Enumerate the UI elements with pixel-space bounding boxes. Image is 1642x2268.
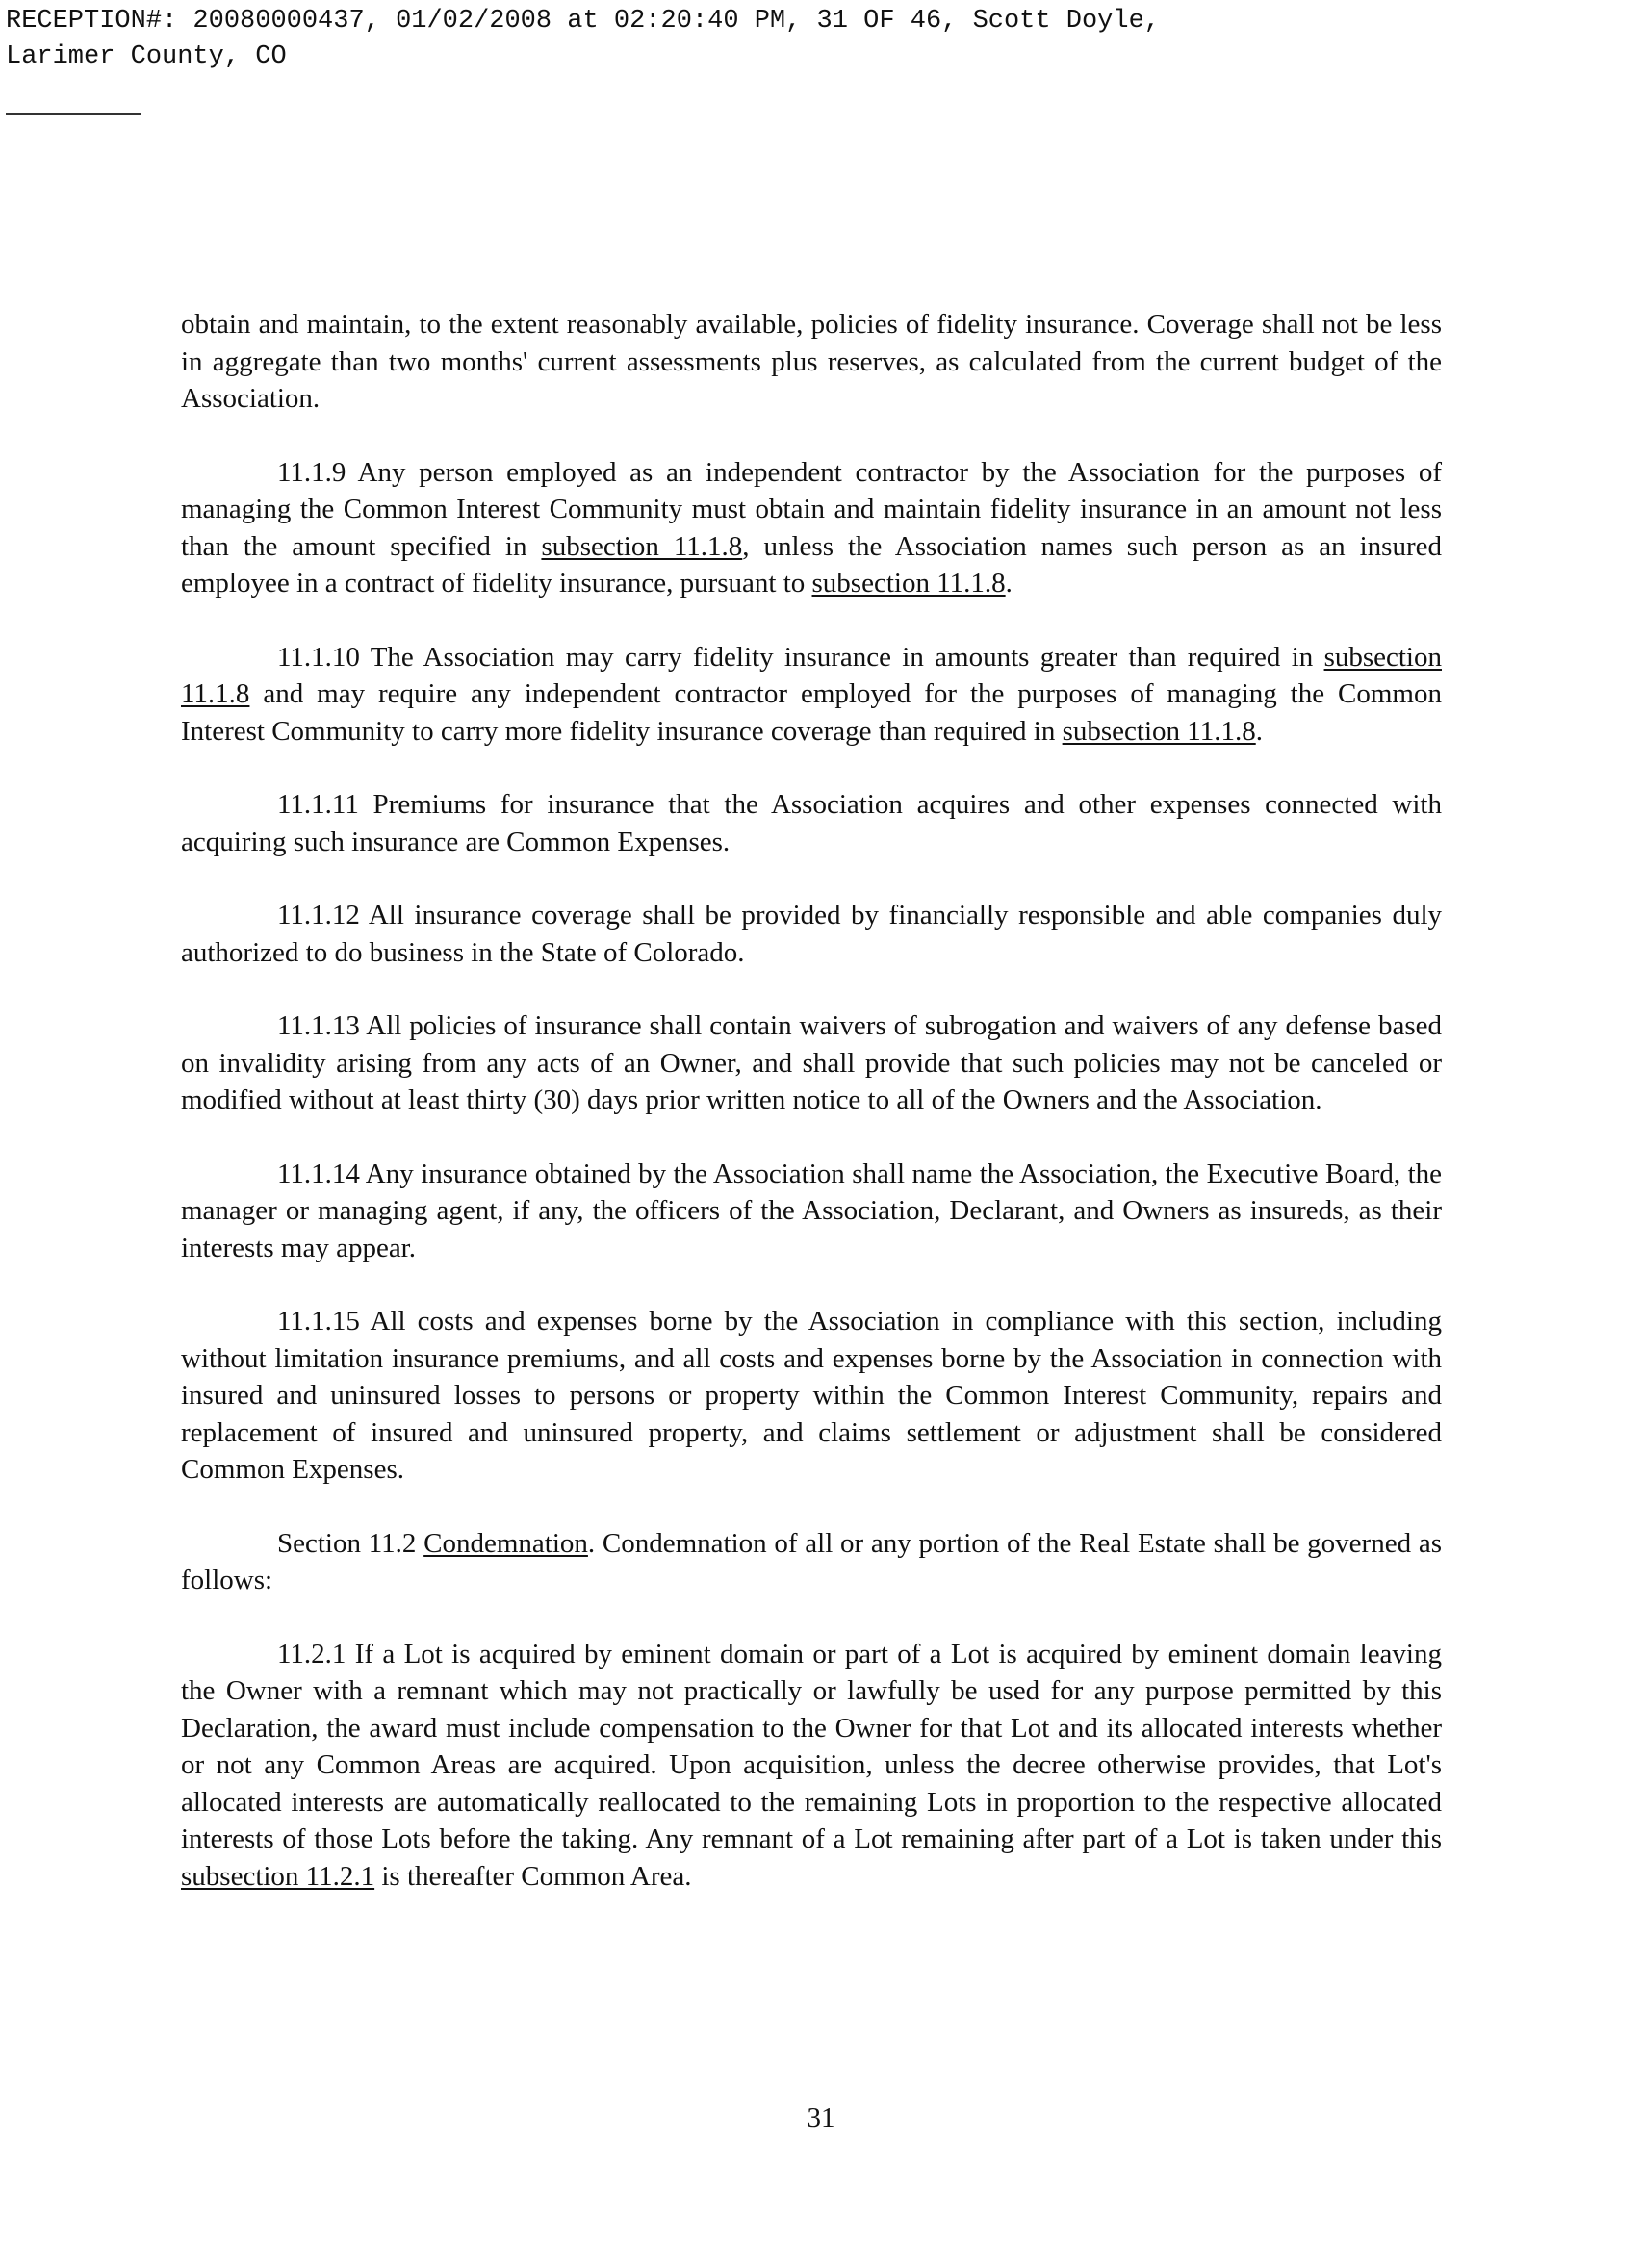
subsection-reference: subsection 11.1.8 [181, 641, 1442, 709]
paragraph-11-2-1: 11.2.1 If a Lot is acquired by eminent domain or part of a Lot is acquired by eminent domain leaving the Owner with a remnant which may not practically or lawfully be used for any purpose permitted by this Declaration, the award must include compensation to the Owner for that Lot and its allocated interests whether or not any Common Areas are acquired. Upon acquisition, unless the decree otherwise provides, that Lot's allocated interests are automatically reallocated to the remaining Lots in proportion to the respective allocated interests of those Lots before the taking. Any remnant of a Lot remaining after part of a Lot is taken under this subsection 11.2.1 is thereafter Common Area. [181, 1638, 1442, 1892]
subsection-reference: subsection 11.1.8 [541, 530, 743, 562]
paragraph-section-11-2: Section 11.2 Condemnation. Condemnation of all or any portion of the Real Estate shall be governed as follows: [181, 1527, 1442, 1595]
paragraph-continuation: obtain and maintain, to the extent reasonably available, policies of fidelity insurance. Coverage shall not be less in aggregate than two months' current assessments plus reserves, as calculated from the current budget of the Association. [181, 309, 1442, 414]
recording-header [6, 4, 1507, 75]
reception-line: RECEPTION#: 20080000437, 01/02/2008 at 02:20:40 PM, 31 OF 46, Scott Doyle, [6, 7, 1160, 36]
county-line: Larimer County, CO [6, 42, 287, 71]
subsection-reference: subsection 11.2.1 [181, 1860, 375, 1892]
subsection-reference: subsection 11.1.8 [1062, 715, 1256, 747]
paragraph-11-1-12: 11.1.12 All insurance coverage shall be provided by financially responsible and able companies duly authorized to do business in the State of Colorado. [181, 900, 1442, 968]
paragraph-11-1-11: 11.1.11 Premiums for insurance that the Association acquires and other expenses connected with acquiring such insurance are Common Expenses. [181, 789, 1442, 857]
paragraph-11-1-10: 11.1.10 The Association may carry fidelity insurance in amounts greater than required in subsection 11.1.8 and may require any independent contractor employed for the purposes of managing the Common Interest Community to carry more fidelity insurance coverage than required in subsection 11.1.8. [181, 641, 1442, 747]
section-heading-condemnation: Condemnation [423, 1527, 588, 1559]
subsection-reference: subsection 11.1.8 [811, 568, 1006, 599]
document-body [181, 306, 1442, 1895]
paragraph-11-1-9: 11.1.9 Any person employed as an independent contractor by the Association for the purposes of managing the Common Interest Community must obtain and maintain fidelity insurance in an amount not less than the amount specified in subsection 11.1.8, unless the Association names such person as an insured employee in a contract of fidelity insurance, pursuant to subsection 11.1.8. [181, 456, 1442, 599]
header-rule [6, 113, 141, 115]
paragraph-11-1-13: 11.1.13 All policies of insurance shall contain waivers of subrogation and waivers of any defense based on invalidity arising from any acts of an Owner, and shall provide that such policies may not be canceled or modified without at least thirty (30) days prior written notice to all of the Owners and the Association. [181, 1010, 1442, 1115]
paragraph-11-1-14: 11.1.14 Any insurance obtained by the Association shall name the Association, the Executive Board, the manager or managing agent, if any, the officers of the Association, Declarant, and Owners as insureds, as their interests may appear. [181, 1158, 1442, 1263]
page-number: 31 [807, 2102, 835, 2133]
paragraph-11-1-15: 11.1.15 All costs and expenses borne by the Association in compliance with this section, including without limitation insurance premiums, and all costs and expenses borne by the Association in connection with insured and uninsured losses to persons or property within the Common Interest Community, repairs and replacement of insured and uninsured property, and claims settlement or adjustment shall be considered Common Expenses. [181, 1306, 1442, 1485]
